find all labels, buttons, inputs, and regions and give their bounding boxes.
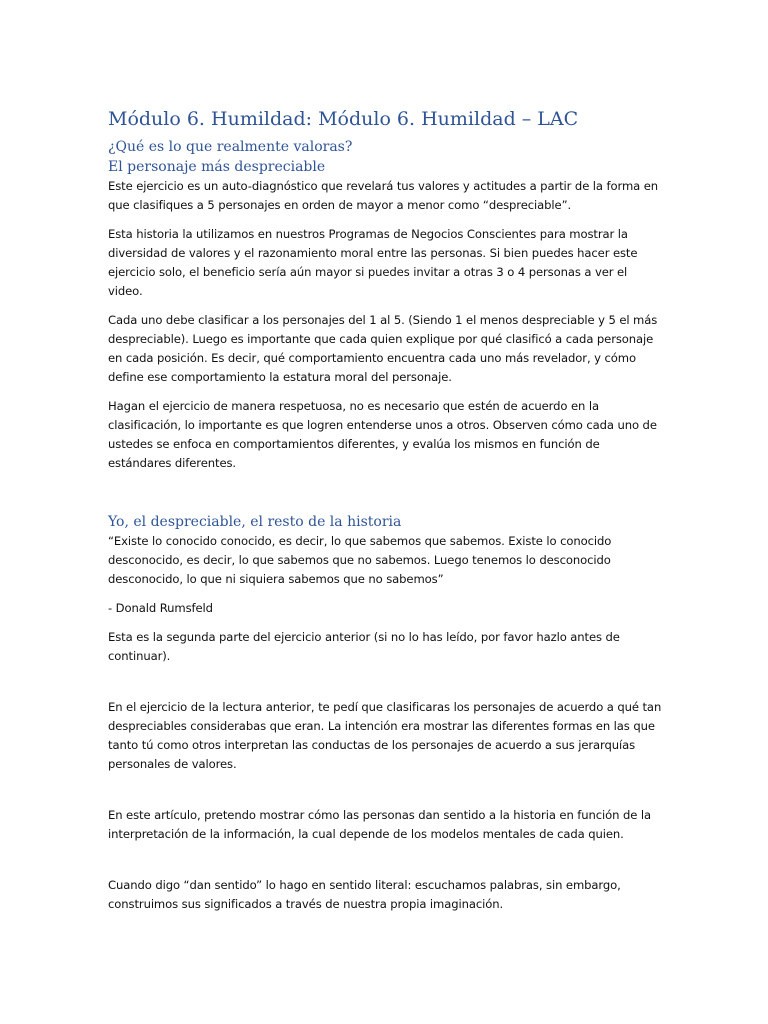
paragraph-classification: Cada uno debe clasificar a los personajes del 1 al 5. (Siendo 1 el menos despreciable y 5 el más despreciable). Luego es importante que cada quien explique por qué clasificó a cada personaje en cada posición. Es decir, qué comportamiento encuentra cada uno más revelador, y cómo define ese comportamiento la estatura moral del personaje. bbox=[108, 313, 658, 384]
document-title: Módulo 6. Humildad: Módulo 6. Humildad – LAC bbox=[108, 108, 579, 130]
section-heading-values: ¿Qué es lo que realmente valoras? bbox=[108, 139, 353, 155]
quote-author: - Donald Rumsfeld bbox=[108, 601, 213, 615]
paragraph-programs: Esta historia la utilizamos en nuestros Programas de Negocios Conscientes para mostrar la diversidad de valores y el razonamiento moral entre las personas. Si bien puedes hacer este ejercicio solo, el beneficio sería aún mayor si puedes invitar a otras 3 o 4 personas a ver el video. bbox=[108, 227, 638, 298]
section-heading-despicable-character: El personaje más despreciable bbox=[108, 159, 326, 175]
paragraph-exercise-intro: Este ejercicio es un auto-diagnóstico que revelará tus valores y actitudes a partir de la forma en que clasifiques a 5 personajes en orden de mayor a menor como “despreciable”. bbox=[108, 179, 659, 212]
paragraph-second-part: Esta es la segunda parte del ejercicio anterior (si no lo has leído, por favor hazlo antes de continuar). bbox=[108, 630, 620, 663]
section-heading-rest-of-story: Yo, el despreciable, el resto de la historia bbox=[108, 514, 402, 530]
paragraph-make-sense: Cuando digo “dan sentido” lo hago en sentido literal: escuchamos palabras, sin embargo, construimos sus significados a través de nuestra propia imaginación. bbox=[108, 878, 621, 911]
paragraph-article-purpose: En este artículo, pretendo mostrar cómo las personas dan sentido a la historia en función de la interpretación de la información, la cual depende de los modelos mentales de cada quien. bbox=[108, 808, 651, 841]
paragraph-respect: Hagan el ejercicio de manera respetuosa, no es necesario que estén de acuerdo en la clasificación, lo importante es que logren entenderse unos a otros. Observen cómo cada uno de ustedes se enfoca en comportamientos diferentes, y evalúa los mismos en función de estándares diferentes. bbox=[108, 399, 657, 470]
quote-text: “Existe lo conocido conocido, es decir, lo que sabemos que sabemos. Existe lo conocido desconocido, es decir, lo que sabemos que no sabemos. Luego tenemos lo desconocido desconocido, lo que ni siquiera sabemos que no sabemos” bbox=[108, 534, 612, 586]
document-content bbox=[108, 106, 664, 924]
paragraph-previous-reading: En el ejercicio de la lectura anterior, te pedí que clasificaras los personajes de acuerdo a qué tan despreciables considerabas que eran. La intención era mostrar las diferentes formas en las que tanto tú como otros interpretan las conductas de los personajes de acuerdo a sus jerarquías personales de valores. bbox=[108, 700, 662, 771]
